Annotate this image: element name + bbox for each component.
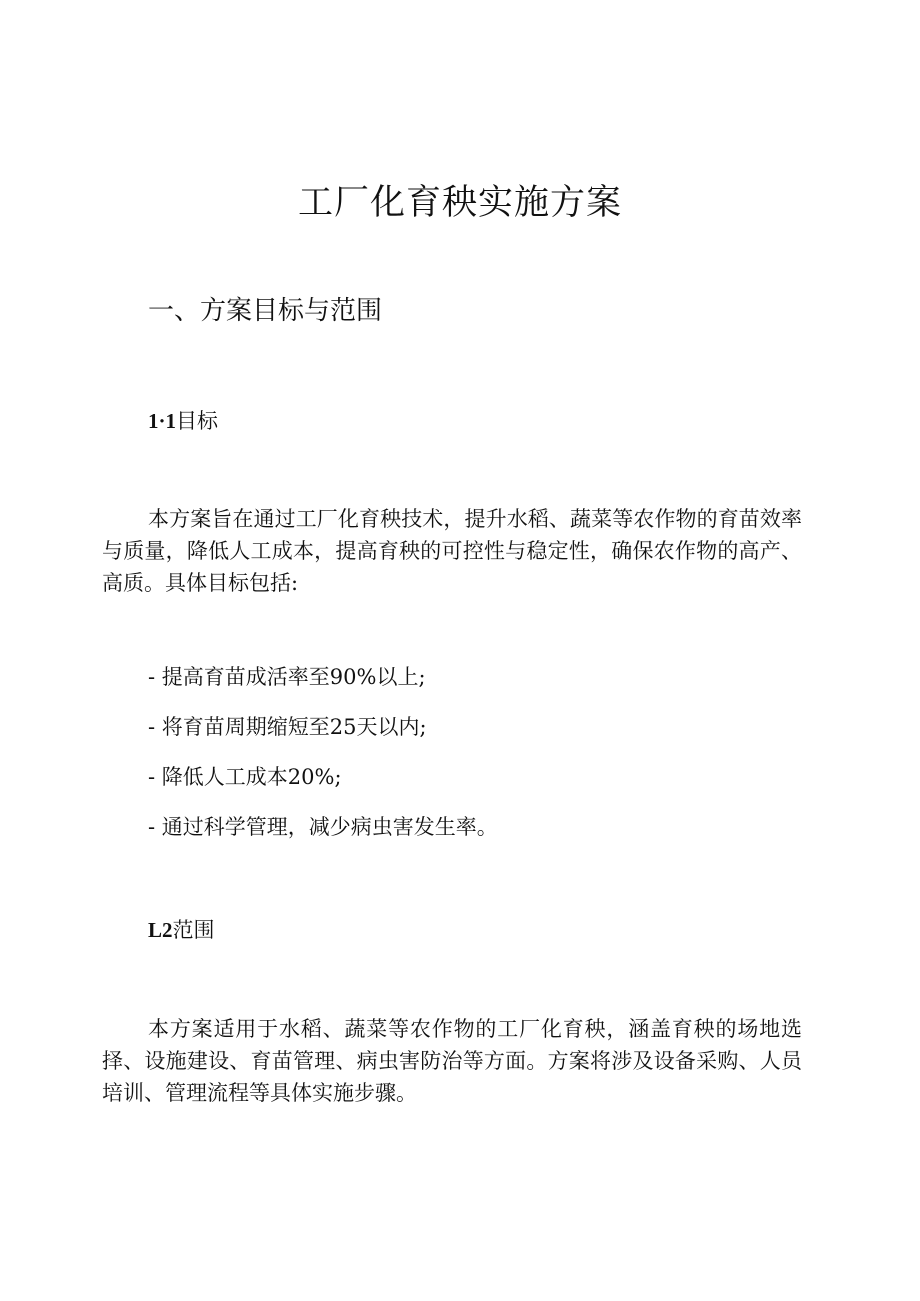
subsection-heading-goals [148,405,218,437]
list-item: - 将育苗周期缩短至25天以内; [148,715,427,739]
subsection-label: 范围 [172,918,215,942]
scope-paragraph: 本方案适用于水稻、蔬菜等农作物的工厂化育秧，涵盖育秧的场地选择、设施建设、育苗管理、病虫害防治等方面。方案将涉及设备采购、人员培训、管理流程等具体实施步骤。 [102,1017,802,1105]
list-item: - 降低人工成本20%; [148,765,342,789]
subsection-label: 目标 [176,409,219,433]
list-item: - 通过科学管理，减少病虫害发生率。 [148,815,498,839]
subsection-heading-scope [148,914,215,946]
goals-list [148,661,498,861]
subsection-number: 1·1 [148,409,177,433]
list-item: - 提高育苗成活率至90%以上; [148,665,426,689]
subsection-number: L2 [148,918,173,942]
document-title: 工厂化育秧实施方案 [297,183,622,223]
goals-paragraph: 本方案旨在通过工厂化育秧技术，提升水稻、蔬菜等农作物的育苗效率与质量，降低人工成本，提高育秧的可控性与稳定性，确保农作物的高产、高质。具体目标包括: [102,507,802,595]
section-heading: 一、方案目标与范围 [148,296,383,326]
